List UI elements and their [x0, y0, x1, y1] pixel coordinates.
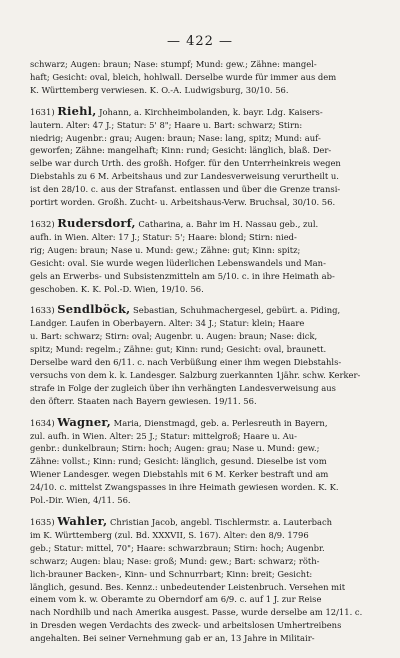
text-line: portirt worden. Großh. Zucht- u. Arbeitshaus-Verw. Bruchsal, 30/10. 56.: [30, 197, 336, 208]
text-line: Landger. Laufen in Oberbayern. Alter: 34 J.; Statur: klein; Haare: [30, 318, 305, 329]
entry-name: Wahler,: [57, 515, 108, 528]
entry-1632: [30, 217, 376, 295]
entry-1635: [30, 515, 376, 645]
text-line: im K. Württemberg (zul. Bd. XXXVII, S. 167). Alter: den 8/9. 1796: [30, 529, 309, 540]
entry-name: Wagner,: [57, 415, 111, 429]
entry-first-line: Maria, Dienstmagd, geb. a. Perlesreuth in Bayern,: [113, 417, 328, 428]
text-line: einem vom k. w. Oberamte zu Oberndorf am 6/9. c. auf 1 J. zur Reise: [30, 594, 322, 605]
text-line: geschoben. K. K. Pol.-D. Wien, 19/10. 56.: [30, 283, 204, 294]
entry-first-line: Catharina, a. Bahr im H. Nassau geb., zul.: [138, 218, 319, 229]
text-line: angehalten. Bei seiner Vernehmung gab er an, 13 Jahre in Militair-: [30, 633, 315, 644]
text-line: gels an Erwerbs- und Subsistenzmitteln am 5/10. c. in ihre Heimath ab-: [30, 270, 335, 281]
page-number: — 422 —: [166, 34, 234, 49]
text-line: Diebstahls zu 6 M. Arbeitshaus und zur Landesverweisung verurtheilt u.: [30, 171, 339, 182]
text-line: K. Württemberg verwiesen. K. O.-A. Ludwigsburg, 30/10. 56.: [30, 84, 289, 95]
text-line: geb.; Statur: mittel, 70"; Haare: schwarzbraun; Stirn: hoch; Augenbr.: [30, 542, 325, 553]
entry-name: Sendlböck,: [57, 303, 131, 317]
entry-continued: [30, 58, 376, 97]
text-line: zul. aufh. in Wien. Alter: 25 J.; Statur: mittelgroß; Haare u. Au-: [30, 430, 297, 441]
text-line: schwarz; Augen: braun; Nase: stumpf; Mund: gew.; Zähne: mangel-: [30, 59, 317, 69]
text-line: Gesicht: oval. Sie wurde wegen lüderlichen Lebenswandels und Man-: [30, 257, 326, 268]
entry-name: Riehl,: [57, 104, 97, 118]
text-line: schwarz; Augen: blau; Nase: groß; Mund: gew.; Bart: schwarz; röth-: [30, 555, 320, 566]
entry-first-line: Sebastian, Schuhmachergesel, gebürt. a. Piding,: [133, 305, 341, 316]
text-line: selbe war durch Urth. des großh. Hofger. für den Unterrheinkreis wegen: [30, 158, 341, 169]
text-line: Derselbe ward den 6/11. c. nach Verbüßung einer ihm wegen Diebstahls-: [30, 357, 342, 368]
text-line: den öfterr. Staaten nach Bayern gewiesen. 19/11. 56.: [30, 395, 257, 406]
text-line: ist den 28/10. c. aus der Strafanst. entlassen und über die Grenze transi-: [30, 184, 341, 195]
text-line: 24/10. c. mittelst Zwangspasses in ihre Heimath gewiesen worden. K. K.: [30, 482, 339, 493]
entry-number: 1631): [30, 106, 55, 117]
entry-1633: [30, 303, 376, 407]
text-line: spitz; Mund: regelm.; Zähne: gut; Kinn: rund; Gesicht: oval, braunett.: [30, 344, 327, 355]
text-line: u. Bart: schwarz; Stirn: oval; Augenbr. u. Augen: braun; Nase: dick,: [30, 331, 318, 342]
text-line: haft; Gesicht: oval, bleich, hohlwall. Derselbe wurde für immer aus dem: [30, 71, 337, 82]
entry-first-line: Johann, a. Kirchheimbolanden, k. bayr. Ldg. Kaisers-: [99, 106, 323, 117]
entry-number: 1635): [30, 517, 55, 527]
text-line: in Dresden wegen Verdachts des zweck- und arbeitslosen Umhertreibens: [30, 620, 342, 631]
text-line: länglich, gesund. Bes. Kennz.: unbedeutender Leistenbruch. Versehen mit: [30, 581, 346, 592]
entry-number: 1632): [30, 218, 55, 229]
text-line: nach Nordhilb und nach Amerika ausgest. Passe, wurde derselbe am 12/11. c.: [30, 607, 363, 618]
text-line: Zähne: vollst.; Kinn: rund; Gesicht: länglich, gesund. Dieselbe ist vom: [30, 456, 327, 467]
text-line: genbr.: dunkelbraun; Stirn: hoch; Augen: grau; Nase u. Mund: gew.;: [30, 443, 320, 454]
text-line: Pol.-Dir. Wien, 4/11. 56.: [30, 495, 131, 506]
text-line: rig; Augen: braun; Nase u. Mund: gew.; Zähne: gut; Kinn: spitz;: [30, 244, 301, 255]
entry-1631: [30, 105, 376, 209]
text-line: Wiener Landesger. wegen Diebstahls mit 6 M. Kerker bestraft und am: [30, 469, 329, 480]
text-line: lich-brauner Backen-, Kinn- und Schnurrbart; Kinn: breit; Gesicht:: [30, 568, 313, 579]
text-line: geworfen; Zähne: mangelhaft; Kinn: rund; Gesicht: länglich, blaß. Der-: [30, 145, 332, 156]
text-line: versuchs von dem k. k. Landesger. Salzburg zuerkannten 1jähr. schw. Kerker-: [30, 369, 361, 380]
text-line: lautern. Alter: 47 J.; Statur: 5' 8"; Haare u. Bart: schwarz; Stirn:: [30, 119, 303, 130]
text-line: strafe in Folge der zugleich über ihn verhängten Landesverweisung aus: [30, 382, 336, 393]
entry-1634: [30, 416, 376, 507]
text-line: niedrig; Augenbr.: grau; Augen: braun; Nase: lang, spitz; Mund: auf-: [30, 132, 321, 143]
entry-number: 1634): [30, 417, 55, 428]
document-body: [30, 58, 376, 645]
entry-number: 1633): [30, 305, 55, 316]
entry-first-line: Christian Jacob, angebl. Tischlermstr. a. Lauterbach: [109, 517, 333, 527]
entry-name: Rudersdorf,: [57, 216, 136, 230]
text-line: aufh. in Wien. Alter: 17 J.; Statur: 5'; Haare: blond; Stirn: nied-: [30, 231, 297, 242]
